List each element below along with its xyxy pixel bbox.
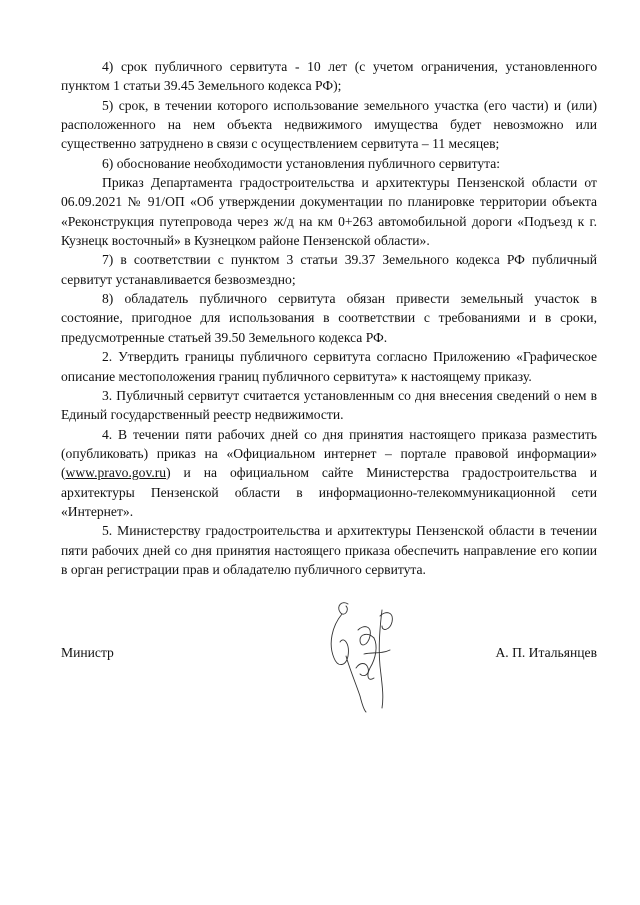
- paragraph-justification-heading: 6) обоснование необходимости установления публичного сервитута:: [102, 155, 501, 171]
- paragraph-publication: [61, 425, 597, 522]
- document-body: [61, 57, 597, 579]
- signatory-position: Министр: [61, 645, 114, 660]
- publication-text-after: ) и на официальном сайте Министерства градостроительства и архитектуры Пензенской области в информационно-телекоммуникационной сети «Интернет».: [61, 465, 597, 519]
- paragraph-restore-land: 8) обладатель публичного сервитута обязан привести земельный участок в состояние, пригодное для использования в соответствии с требованиями и в сроки, предусмотренные статьей 39.50 Земельного кодекса РФ.: [61, 291, 597, 345]
- pravo-gov-link[interactable]: www.pravo.gov.ru: [65, 465, 167, 481]
- signatory-name: А. П. Итальянцев: [495, 645, 597, 660]
- signature-row: [61, 645, 597, 669]
- paragraph-free-of-charge: 7) в соответствии с пунктом 3 статьи 39.37 Земельного кодекса РФ публичный сервитут устанавливается безвозмездно;: [61, 252, 597, 287]
- paragraph-established-date: 3. Публичный сервитут считается установленным со дня внесения сведений о нем в Единый государственный реестр недвижимости.: [61, 387, 597, 423]
- paragraph-department-order: Приказ Департамента градостроительства и архитектуры Пензенской области от 06.09.2021 № 91/ОП «Об утверждении документации по планировке территории объекта «Реконструкция путепровода через ж/д на км 0+263 автомобильной дороги «Подъезд к г. Кузнецк восточный» в Кузнецком районе Пензенской области».: [61, 175, 597, 249]
- publication-text-before: 4. В течении пяти рабочих дней со дня принятия настоящего приказа разместить (опубликовать) приказ на «Официальном интернет – портале правовой информации» (: [61, 426, 597, 481]
- paragraph-send-copy: 5. Министерству градостроительства и архитектуры Пензенской области в течении пяти рабочих дней со дня принятия настоящего приказа обеспечить направление его копии в орган регистрации прав и обладателю публичного сервитута.: [61, 523, 597, 577]
- paragraph-land-use-term: 5) срок, в течении которого использование земельного участка (его части) и (или) расположенного на нем объекта недвижимого имущества будет невозможно или существенно затруднено в связи с осуществлением сервитута – 11 месяцев;: [61, 97, 597, 152]
- paragraph-public-servitude-term: 4) срок публичного сервитута - 10 лет (с учетом ограничения, установленного пунктом 1 статьи 39.45 Земельного кодекса РФ);: [61, 59, 597, 94]
- paragraph-approve-boundaries: 2. Утвердить границы публичного сервитута согласно Приложению «Графическое описание местоположения границ публичного сервитута» к настоящему приказу.: [61, 349, 597, 384]
